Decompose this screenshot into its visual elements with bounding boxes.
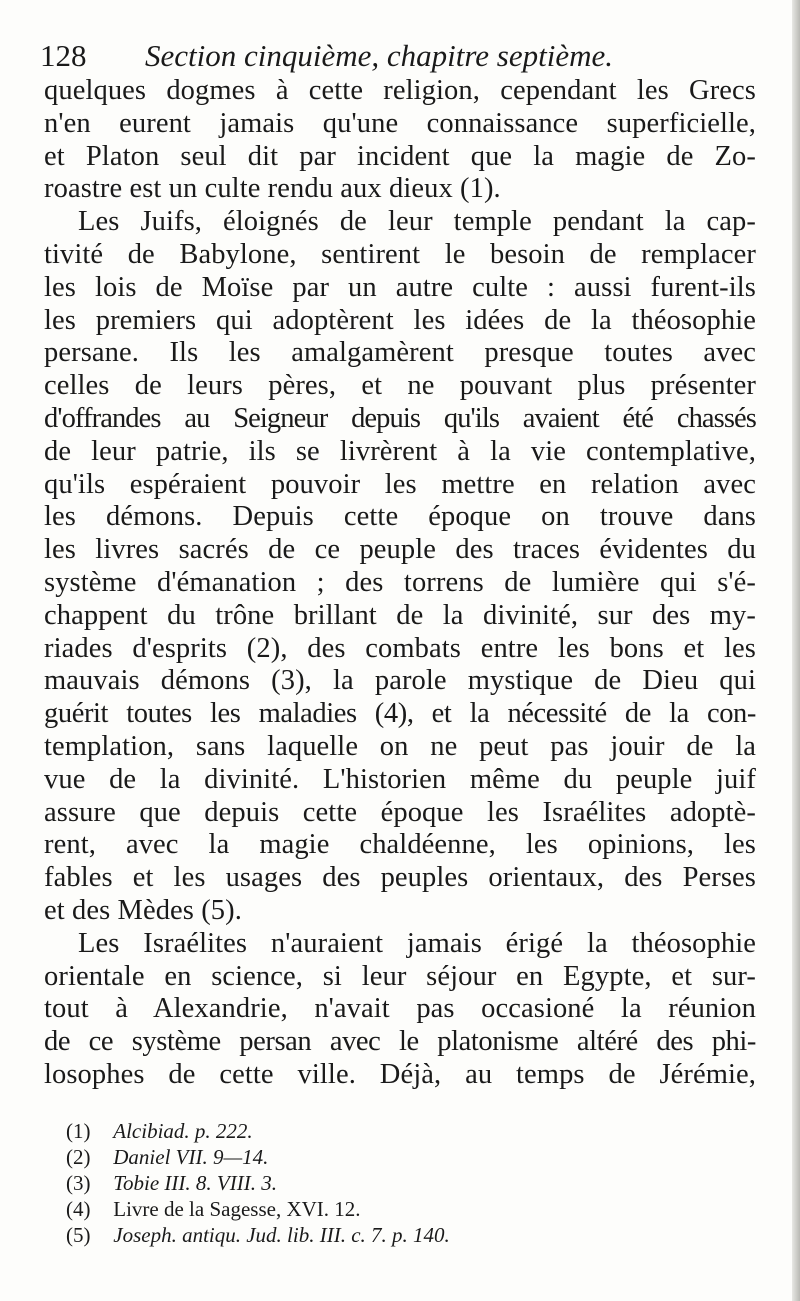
text-line: Les Juifs, éloignés de leur temple pendant la cap- — [78, 206, 756, 238]
footnote — [66, 1170, 566, 1196]
text-line: mauvais démons (3), la parole mystique de Dieu qui — [44, 665, 756, 697]
footnotes — [66, 1118, 566, 1248]
text-line: qu'ils espéraient pouvoir les mettre en relation avec — [44, 468, 756, 500]
text-line: losophes de cette ville. Déjà, au temps de Jérémie, — [44, 1058, 756, 1090]
text-line: les premiers qui adoptèrent les idées de la théosophie — [44, 304, 756, 336]
footnote-text: Alcibiad. p. 222. — [113, 1119, 253, 1143]
text-line: les livres sacrés de ce peuple des traces évidentes du — [44, 534, 756, 566]
text-line: les lois de Moïse par un autre culte : aussi furent-ils — [44, 271, 756, 303]
text-line: système d'émanation ; des torrens de lumière qui s'é- — [44, 566, 756, 598]
text-line: Les Israélites n'auraient jamais érigé la théosophie — [78, 927, 756, 959]
footnote-marker: (3) — [66, 1171, 91, 1195]
text-line: de leur patrie, ils se livrèrent à la vie contemplative, — [44, 435, 756, 467]
text-line: roastre est un culte rendu aux dieux (1). — [44, 173, 501, 205]
text-line: persane. Ils les amalgamèrent presque toutes avec — [44, 337, 756, 369]
text-line: de ce système persan avec le platonisme altéré des phi- — [44, 1026, 756, 1058]
footnote-marker: (4) — [66, 1197, 91, 1221]
footnote-marker: (2) — [66, 1145, 91, 1169]
footnote-marker: (5) — [66, 1223, 91, 1247]
text-line: riades d'esprits (2), des combats entre les bons et les — [44, 632, 756, 664]
page-number: 128 — [40, 38, 87, 73]
body-text — [44, 75, 756, 1092]
text-line: tout à Alexandrie, n'avait pas occasioné la réunion — [44, 993, 756, 1025]
text-line: les démons. Depuis cette époque on trouve dans — [44, 501, 756, 533]
footnote-text: Daniel VII. 9—14. — [113, 1145, 269, 1169]
footnote-text: Tobie III. 8. VIII. 3. — [113, 1171, 277, 1195]
footnote — [66, 1144, 566, 1170]
text-line: assure que depuis cette époque les Israélites adoptè- — [44, 796, 756, 828]
text-line: et Platon seul dit par incident que la magie de Zo- — [44, 140, 756, 172]
text-line: d'offrandes au Seigneur depuis qu'ils avaient été chassés — [44, 402, 756, 434]
text-line: vue de la divinité. L'historien même du peuple juif — [44, 763, 756, 795]
text-line: celles de leurs pères, et ne pouvant plus présenter — [44, 370, 756, 402]
text-line: et des Mèdes (5). — [44, 894, 242, 926]
text-line: n'en eurent jamais qu'une connaissance superficielle, — [44, 107, 756, 139]
text-line: tivité de Babylone, sentirent le besoin de remplacer — [44, 238, 756, 270]
footnote — [66, 1196, 566, 1222]
text-line: orientale en science, si leur séjour en Egypte, et sur- — [44, 960, 756, 992]
footnote-marker: (1) — [66, 1119, 91, 1143]
text-line: fables et les usages des peuples orientaux, des Perses — [44, 862, 756, 894]
footnote-text: Joseph. antiqu. Jud. lib. III. c. 7. p. 140. — [113, 1223, 450, 1247]
text-line: guérit toutes les maladies (4), et la nécessité de la con- — [44, 698, 756, 730]
footnote-text: Livre de la Sagesse, XVI. 12. — [113, 1197, 361, 1221]
page-edge-shadow — [792, 0, 800, 1301]
text-line: chappent du trône brillant de la divinité, sur des my- — [44, 599, 756, 631]
running-title: Section cinquième, chapitre septième. — [145, 38, 613, 73]
text-line: quelques dogmes à cette religion, cependant les Grecs — [44, 75, 756, 106]
page-header — [40, 36, 760, 76]
footnote — [66, 1222, 566, 1248]
footnote — [66, 1118, 566, 1144]
text-line: rent, avec la magie chaldéenne, les opinions, les — [44, 829, 756, 861]
text-line: templation, sans laquelle on ne peut pas jouir de la — [44, 730, 756, 762]
